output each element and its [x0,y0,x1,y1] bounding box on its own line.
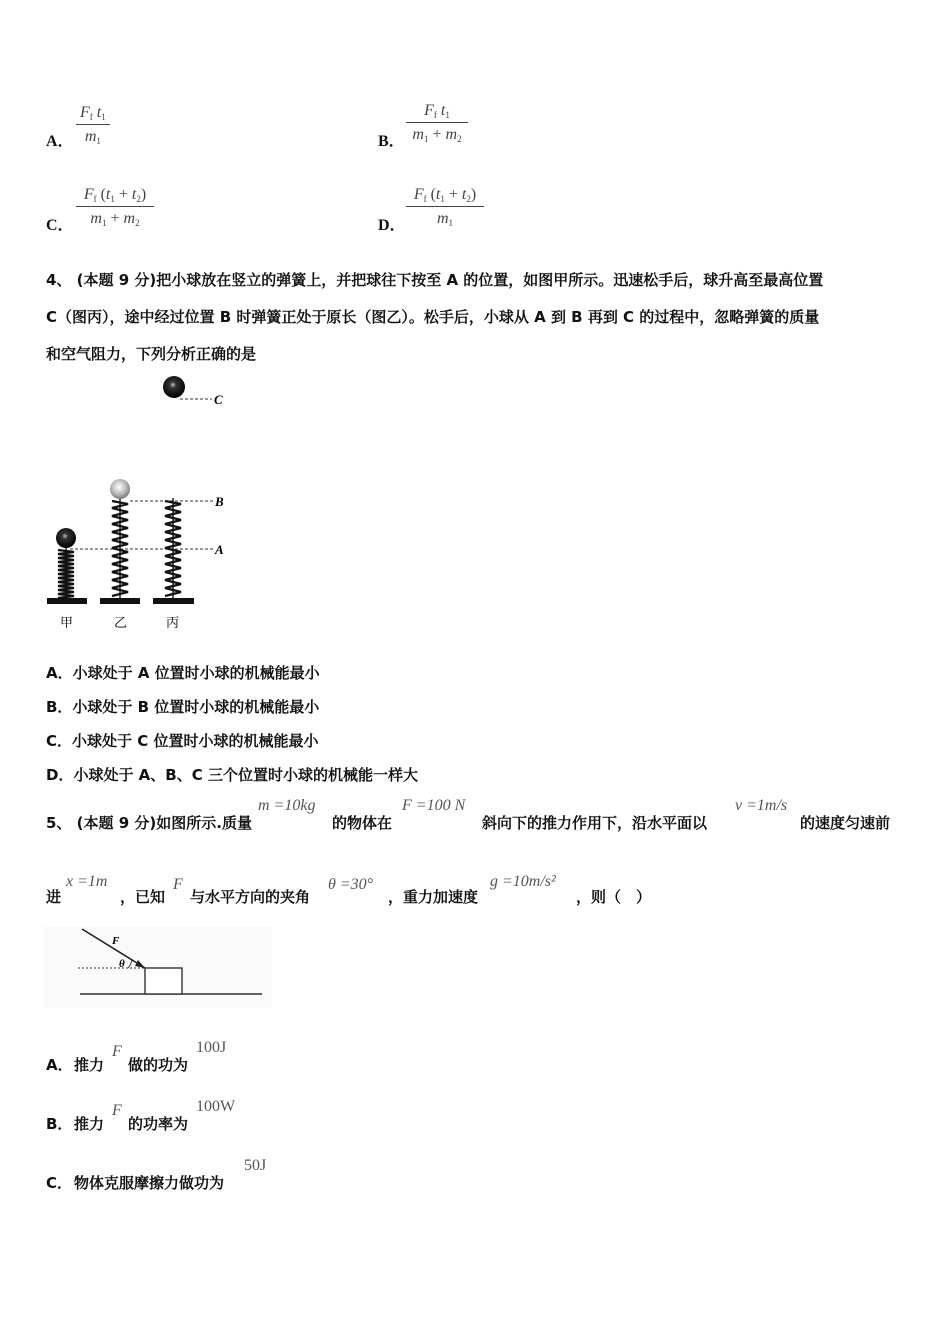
option-label: B． [378,133,405,150]
displacement-expr: x =1m [66,873,108,890]
fraction-numerator: $F_f$ $t_1$ [80,104,106,122]
option-text: 做的功为 [128,1056,189,1074]
incline-force-figure [44,926,272,1008]
q5-text: ，已知 [120,888,166,906]
q4-line-2: C（图丙），途中经过位置 B 时弹簧正处于原长（图乙）。松手后，小球从 A 到 B 再到 C 的过程中，忽略弹簧的质量 [46,308,820,326]
option-value: 100J [196,1039,227,1056]
spring-yi [100,479,140,604]
q5-text: ，则（ ） [576,888,652,906]
ball-at-c [163,376,185,398]
mass-expr: m =10kg [258,797,316,814]
option-label: A． [46,133,74,150]
block [145,968,182,994]
q5-text: 斜向下的推力作用下，沿水平面以 [482,814,708,832]
q4-line-1: 4、 (本题 9 分)把小球放在竖立的弹簧上，并把球往下按至 A 的位置，如图甲所示。迅速松手后，球升高至最高位置 [46,271,824,289]
q5-text: 的速度匀速前 [800,814,891,832]
label-b: B [215,494,224,509]
q5-text: 的物体在 [332,814,393,832]
label-theta: θ [119,958,125,970]
fraction: $F_f$ $(t_1 + t_2)$ $m_1 + m_2$ [76,186,154,228]
option-text: 推力 [74,1115,105,1133]
q4-stem [46,262,916,373]
velocity-expr: v =1m/s [735,797,788,814]
label-c: C [214,392,223,407]
option-text: 物体克服摩擦力做功为 [74,1174,225,1192]
spring-jia [47,528,87,604]
force-symbol: F [112,1102,122,1119]
fraction: $F_f$ $t_1$ $m_1 + m_2$ [406,102,468,144]
label-bing: 丙 [166,616,180,631]
option-value: 50J [244,1157,267,1174]
option-label: D． [378,217,406,234]
q4-line-3: 和空气阻力，下列分析正确的是 [46,345,257,363]
spring-ball-figure [40,370,240,635]
q5-text: 与水平方向的夹角 [190,888,311,906]
fraction [76,104,110,146]
force-symbol: F [112,1043,122,1060]
gravity-expr: g =10m/s² [490,873,556,890]
q4-option-d[interactable]: D．小球处于 A、B、C 三个位置时小球的机械能一样大 [46,766,418,784]
option-label: B． [46,1115,73,1133]
label-a: A [215,542,224,557]
ball-at-b [110,479,130,499]
ball-at-a [56,528,76,548]
q5-text: 进 [46,888,62,906]
spring-bing [153,498,194,604]
label-jia: 甲 [60,616,74,631]
fraction: $F_f$ $(t_1 + t_2)$ $m_1$ [406,186,484,228]
option-value: 100W [196,1098,236,1115]
label-yi: 乙 [114,616,128,631]
q4-option-a[interactable]: A．小球处于 A 位置时小球的机械能最小 [46,664,320,682]
force-symbol: F [173,876,183,893]
option-text: 的功率为 [128,1115,189,1133]
option-text: 推力 [74,1056,105,1074]
option-label: C． [46,1174,73,1192]
label-f: F [112,935,120,947]
option-label: C． [46,217,74,234]
q5-text: 5、 (本题 9 分)如图所示.质量 [46,814,252,832]
angle-expr: θ =30° [328,876,374,893]
q4-option-b[interactable]: B．小球处于 B 位置时小球的机械能最小 [46,698,320,716]
fraction-denominator: $m_1$ [84,128,101,146]
option-label: A． [46,1056,73,1074]
q4-option-c[interactable]: C．小球处于 C 位置时小球的机械能最小 [46,732,319,750]
force-expr: F =100 N [402,797,466,814]
q5-text: ，重力加速度 [388,888,479,906]
